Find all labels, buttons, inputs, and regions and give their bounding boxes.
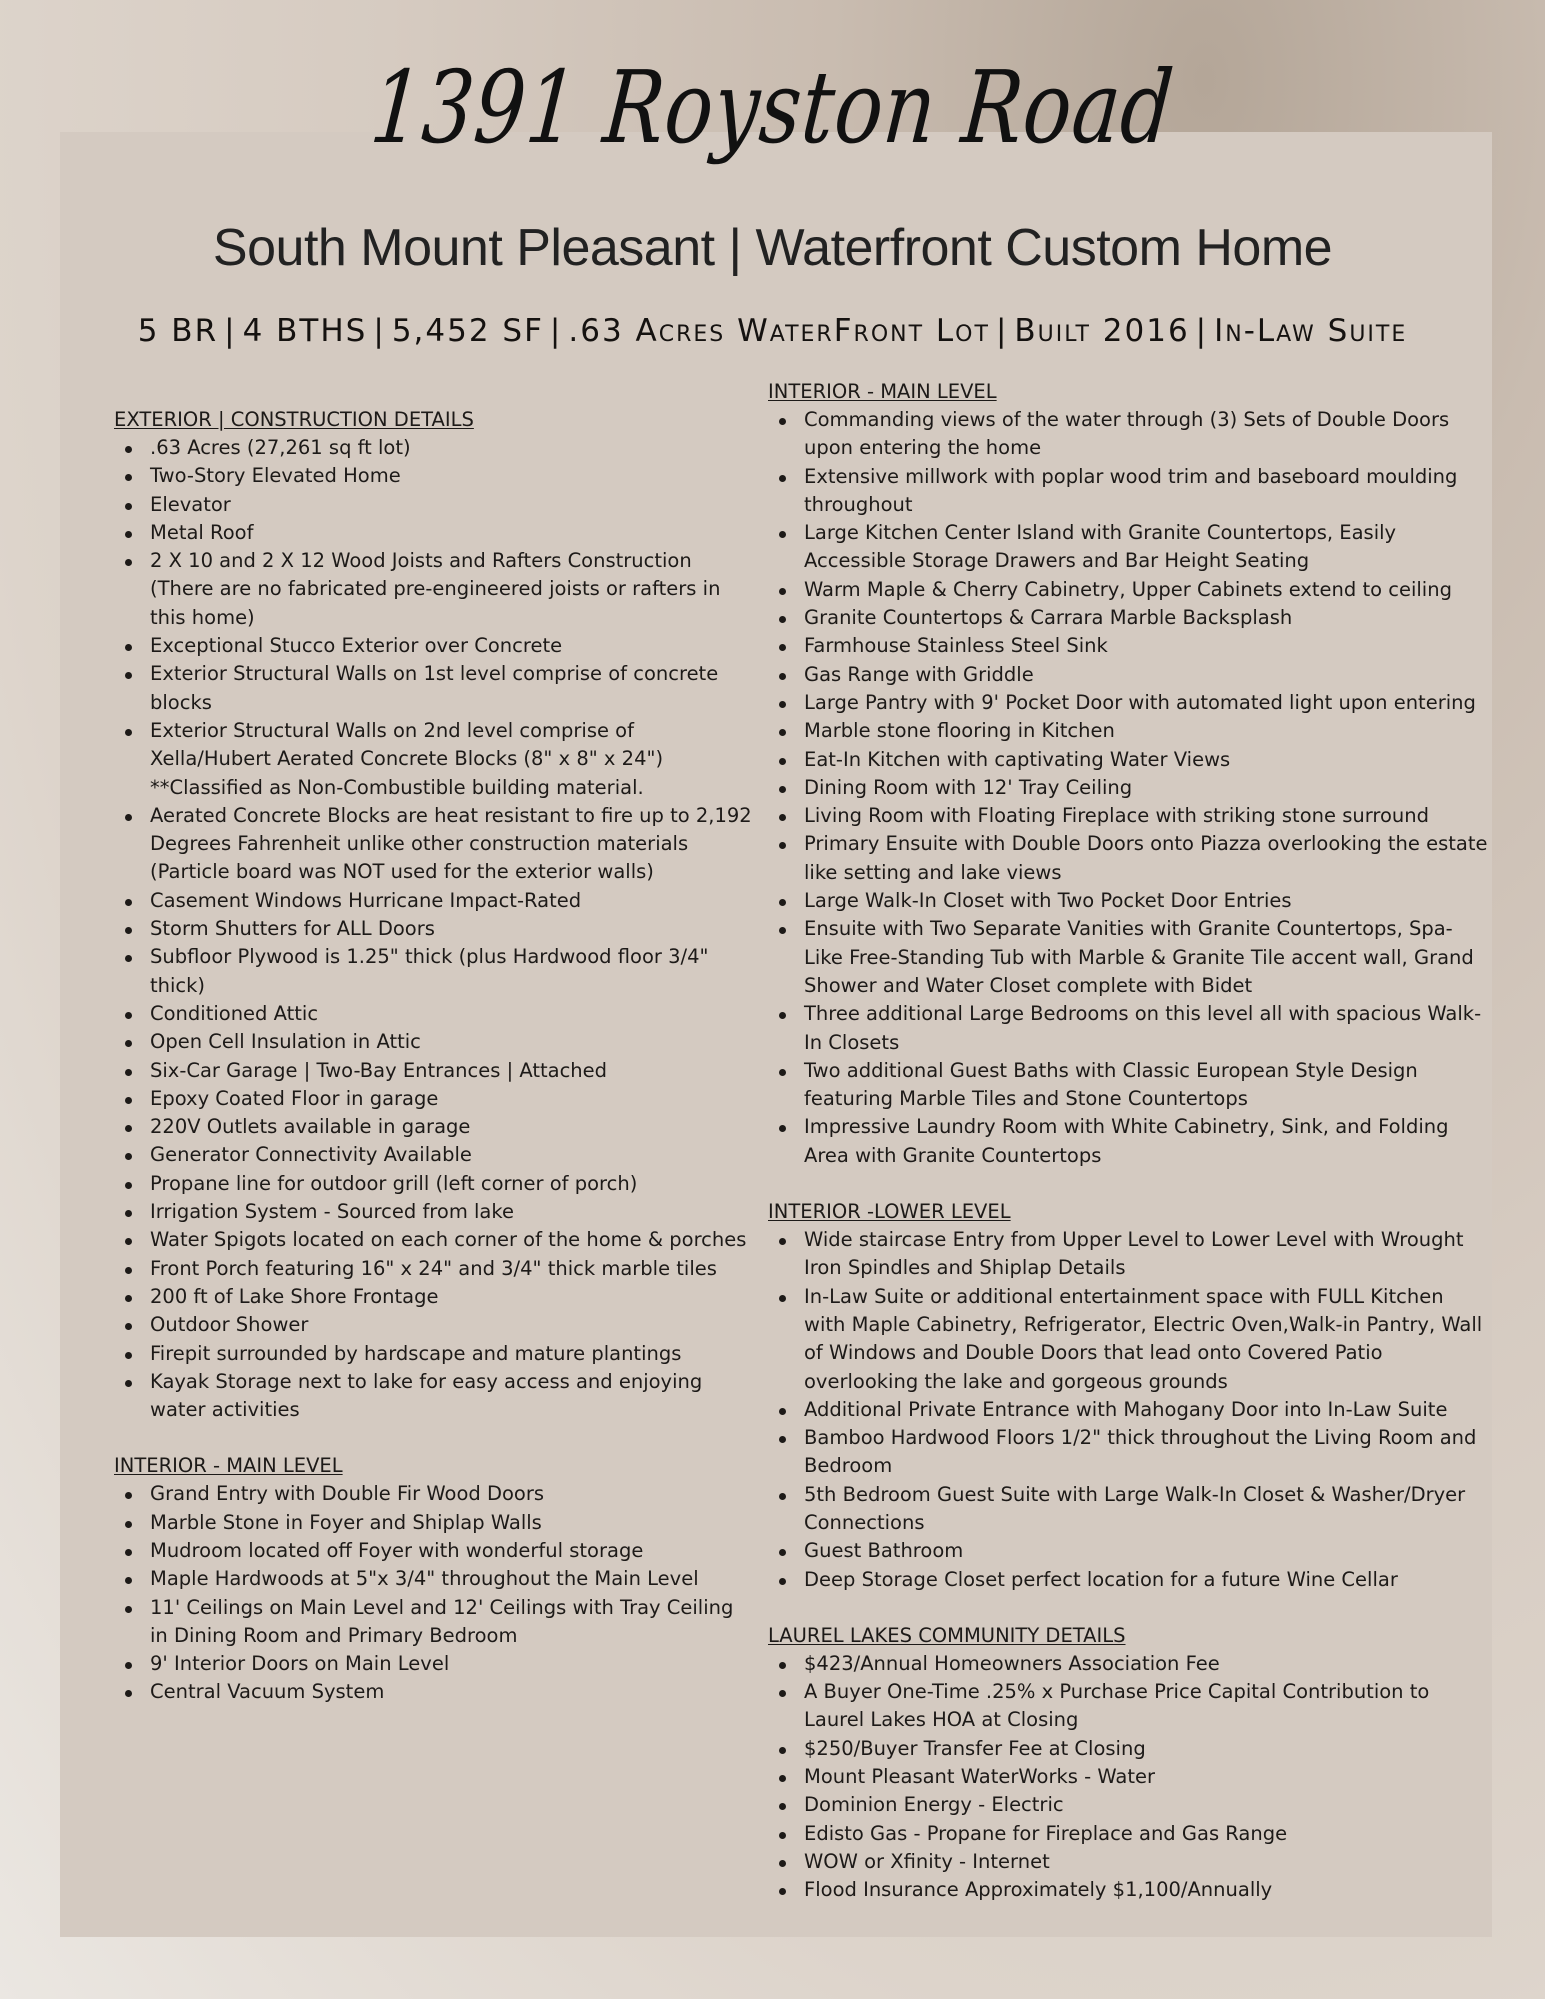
list-item: Metal Roof [114,519,754,547]
list-item: 220V Outlets available in garage [114,1113,754,1141]
list-item: Deep Storage Closet perfect location for a future Wine Cellar [768,1566,1488,1594]
list-item: Front Porch featuring 16" x 24" and 3/4" thick marble tiles [114,1255,754,1283]
stat-divider: | [549,313,563,349]
list-item: Gas Range with Griddle [768,661,1488,689]
list-item: Open Cell Insulation in Attic [114,1028,754,1056]
section-heading: INTERIOR -LOWER LEVEL [768,1200,1011,1224]
list-item: Large Pantry with 9' Pocket Door with automated light upon entering [768,689,1488,717]
list-item: Guest Bathroom [768,1537,1488,1565]
list-item: Flood Insurance Approximately $1,100/Annually [768,1876,1488,1904]
title-wrap [0,49,1545,166]
stat-divider: | [995,313,1009,349]
list-item: .63 Acres (27,261 sq ft lot) [114,434,754,462]
list-item: Mudroom located off Foyer with wonderful storage [114,1537,754,1565]
list-item: $250/Buyer Transfer Fee at Closing [768,1735,1488,1763]
list-item: 11' Ceilings on Main Level and 12' Ceilings with Tray Ceiling in Dining Room and Primary Bedroom [114,1594,754,1651]
list-item: Warm Maple & Cherry Cabinetry, Upper Cabinets extend to ceiling [768,576,1488,604]
right-column [768,378,1488,1933]
list-item: Marble stone flooring in Kitchen [768,717,1488,745]
list-item: 200 ft of Lake Shore Frontage [114,1283,754,1311]
list-item: Exterior Structural Walls on 1st level comprise of concrete blocks [114,660,754,717]
list-item: Conditioned Attic [114,1000,754,1028]
feature-section [768,378,1488,1170]
list-item: Firepit surrounded by hardscape and mature plantings [114,1340,754,1368]
list-item: Casement Windows Hurricane Impact-Rated [114,887,754,915]
stat-divider: | [373,313,386,349]
list-item: Dining Room with 12' Tray Ceiling [768,774,1488,802]
list-item: Extensive millwork with poplar wood trim and baseboard moulding throughout [768,463,1488,520]
list-item: Mount Pleasant WaterWorks - Water [768,1763,1488,1791]
stat-baths: 4 BTHS [242,313,368,349]
list-item: Water Spigots located on each corner of the home & porches [114,1226,754,1254]
list-item: Central Vacuum System [114,1678,754,1706]
stat-divider: | [224,313,237,349]
feature-list [768,1226,1488,1594]
page-title: 1391 Royston Road [366,49,1179,166]
list-item: Farmhouse Stainless Steel Sink [768,632,1488,660]
list-item: Dominion Energy - Electric [768,1791,1488,1819]
list-item: Two-Story Elevated Home [114,462,754,490]
list-item: Wide staircase Entry from Upper Level to Lower Level with Wrought Iron Spindles and Shiplap Details [768,1226,1488,1283]
feature-list [768,1650,1488,1905]
list-item: Large Walk-In Closet with Two Pocket Door Entries [768,887,1488,915]
list-item: Subfloor Plywood is 1.25" thick (plus Hardwood floor 3/4" thick) [114,943,754,1000]
list-item: Commanding views of the water through (3) Sets of Double Doors upon entering the home [768,406,1488,463]
stat-bedrooms: 5 BR [137,313,219,349]
list-item: Exceptional Stucco Exterior over Concrete [114,632,754,660]
list-item: Grand Entry with Double Fir Wood Doors [114,1480,754,1508]
list-item: Granite Countertops & Carrara Marble Backsplash [768,604,1488,632]
list-item: Outdoor Shower [114,1311,754,1339]
list-item: Ensuite with Two Separate Vanities with Granite Countertops, Spa-Like Free-Standing Tub with Marble & Granite Tile accent wall, Grand Shower and Water Closet complete with Bidet [768,915,1488,1000]
stat-built: Built 2016 [1014,313,1190,349]
section-heading: LAUREL LAKES COMMUNITY DETAILS [768,1623,1126,1647]
list-item: Marble Stone in Foyer and Shiplap Walls [114,1509,754,1537]
section-heading: EXTERIOR | CONSTRUCTION DETAILS [114,408,474,431]
left-column [114,406,754,1735]
list-item: Elevator [114,491,754,519]
list-item: A Buyer One-Time .25% x Purchase Price Capital Contribution to Laurel Lakes HOA at Closing [768,1678,1488,1735]
list-item: Eat-In Kitchen with captivating Water Views [768,746,1488,774]
list-item: Large Kitchen Center Island with Granite Countertops, Easily Accessible Storage Drawers and Bar Height Seating [768,519,1488,576]
list-item: Exterior Structural Walls on 2nd level comprise of Xella/Hubert Aerated Concrete Blocks (8" x 8" x 24") **Classified as Non-Combustible building material. [114,717,754,802]
stats-bar [0,313,1545,349]
list-item: 2 X 10 and 2 X 12 Wood Joists and Rafters Construction (There are no fabricated pre-engineered joists or rafters in this home) [114,547,754,632]
list-item: Maple Hardwoods at 5"x 3/4" throughout the Main Level [114,1565,754,1593]
feature-section [114,1452,754,1706]
list-item: 9' Interior Doors on Main Level [114,1650,754,1678]
stat-square-feet: 5,452 SF [391,313,544,349]
feature-section [768,1198,1488,1594]
feature-list [768,406,1488,1170]
list-item: Six-Car Garage | Two-Bay Entrances | Attached [114,1057,754,1085]
list-item: In-Law Suite or additional entertainment space with FULL Kitchen with Maple Cabinetry, Refrigerator, Electric Oven,Walk-in Pantry, Wall of Windows and Double Doors that lead onto Covered Patio overlooking the lake and gorgeous grounds [768,1283,1488,1396]
list-item: Bamboo Hardwood Floors 1/2" thick throughout the Living Room and Bedroom [768,1424,1488,1481]
list-item: $423/Annual Homeowners Association Fee [768,1650,1488,1678]
feature-list [114,434,754,1424]
list-item: Storm Shutters for ALL Doors [114,915,754,943]
list-item: Impressive Laundry Room with White Cabinetry, Sink, and Folding Area with Granite Countertops [768,1113,1488,1170]
list-item: WOW or Xfinity - Internet [768,1848,1488,1876]
stat-in-law-suite: In-Law Suite [1214,313,1408,349]
list-item: Primary Ensuite with Double Doors onto Piazza overlooking the estate like setting and lake views [768,830,1488,887]
list-item: Propane line for outdoor grill (left corner of porch) [114,1170,754,1198]
stat-divider: | [1195,313,1209,349]
list-item: Additional Private Entrance with Mahogany Door into In-Law Suite [768,1396,1488,1424]
feature-section [114,406,754,1424]
list-item: Kayak Storage next to lake for easy access and enjoying water activities [114,1368,754,1425]
list-item: Generator Connectivity Available [114,1141,754,1169]
section-heading: INTERIOR - MAIN LEVEL [768,380,997,403]
list-item: Aerated Concrete Blocks are heat resistant to fire up to 2,192 Degrees Fahrenheit unlike other construction materials (Particle board was NOT used for the exterior walls) [114,802,754,887]
list-item: Irrigation System - Sourced from lake [114,1198,754,1226]
list-item: Living Room with Floating Fireplace with striking stone surround [768,802,1488,830]
feature-list [114,1480,754,1706]
feature-section [768,1622,1488,1905]
list-item: 5th Bedroom Guest Suite with Large Walk-In Closet & Washer/Dryer Connections [768,1481,1488,1538]
stat-lot: .63 Acres WaterFront Lot [568,313,990,349]
list-item: Three additional Large Bedrooms on this level all with spacious Walk-In Closets [768,1000,1488,1057]
section-heading: INTERIOR - MAIN LEVEL [114,1454,343,1478]
list-item: Two additional Guest Baths with Classic European Style Design featuring Marble Tiles and Stone Countertops [768,1057,1488,1114]
list-item: Edisto Gas - Propane for Fireplace and Gas Range [768,1820,1488,1848]
subtitle: South Mount Pleasant | Waterfront Custom Home [212,219,1333,277]
list-item: Epoxy Coated Floor in garage [114,1085,754,1113]
